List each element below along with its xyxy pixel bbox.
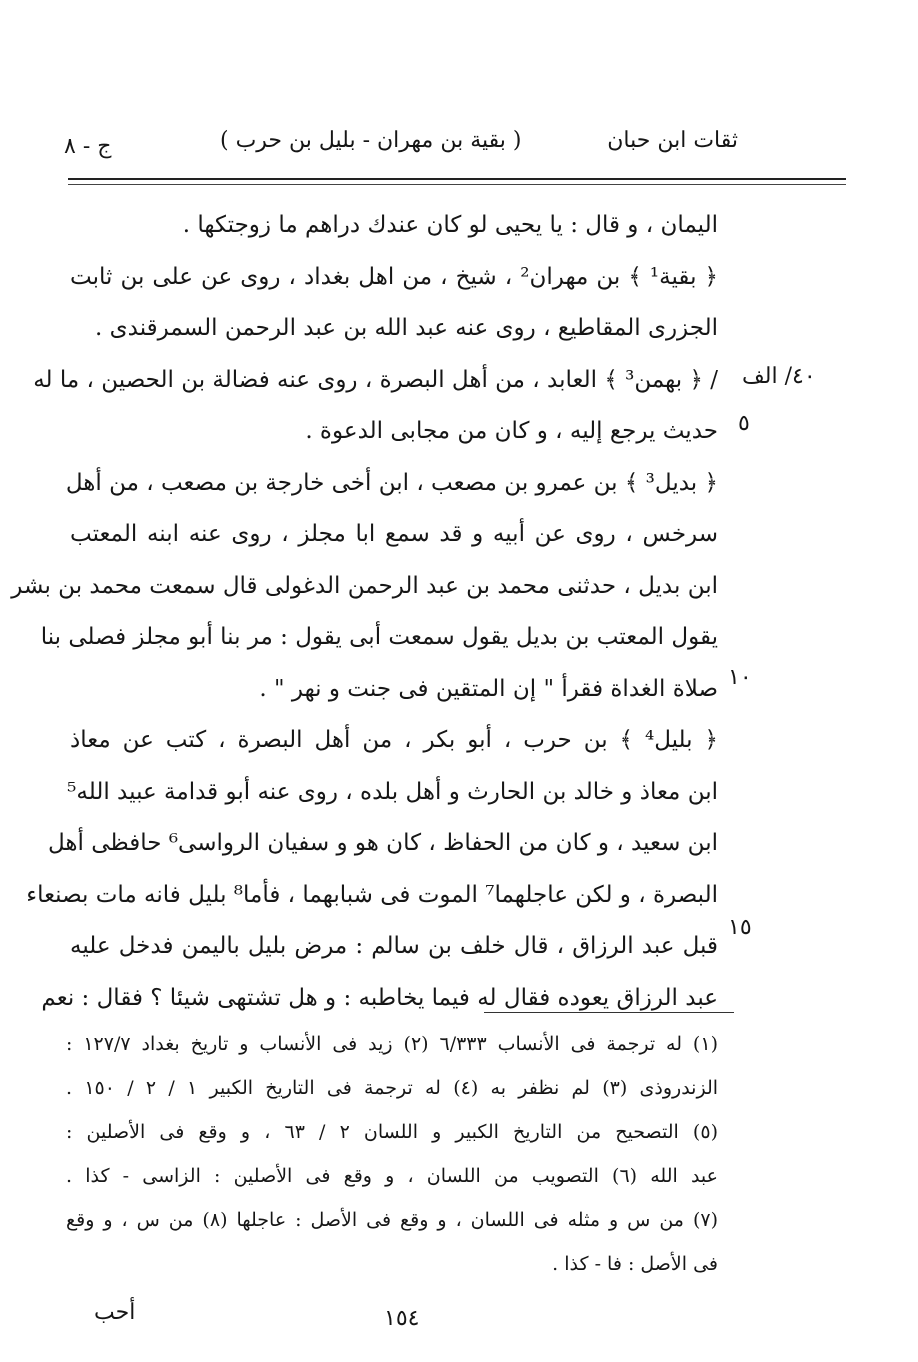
footnote-line: (٥) التصحيح من التاريخ الكبير و اللسان ٢ / ٦٣ ، و وقع فى الأصلين : <box>66 1121 718 1143</box>
text-line: عبد الرزاق يعوده فقال له فيما يخاطبه : و هل تشتهى شيئا ؟ فقال : نعم <box>41 984 718 1011</box>
text-line: حديث يرجع إليه ، و كان من مجابى الدعوة . <box>305 418 718 444</box>
footnote-line: (١) له ترجمة فى الأنساب ٦/٣٣٣ (٢) زيد فى الأنساب و تاريخ بغداد ١٢٧/٧ : <box>66 1033 718 1055</box>
running-title: ثقات ابن حبان <box>607 128 738 153</box>
text-line: ﴿ بديل³ ﴾ بن عمرو بن مصعب ، ابن أخى خارجة بن مصعب ، من أهل <box>65 469 718 496</box>
main-text <box>11 200 718 1024</box>
footnote-line: (٧) من س و مثله فى اللسان ، و وقع فى الأصل : عاجلها (٨) من س ، و وقع <box>66 1209 718 1231</box>
footnote-line: الزندروذى (٣) لم نظفر به (٤) له ترجمة فى التاريخ الكبير ١ / ٢ / ١٥٠ . <box>66 1077 719 1099</box>
text-line: اليمان ، و قال : يا يحيى لو كان عندك دراهم ما زوجتكها . <box>182 212 718 238</box>
footnote-line: عبد الله (٦) التصويب من اللسان ، و وقع فى الأصلين : الزاسى - كذا . <box>66 1165 718 1187</box>
text-line: قبل عبد الرزاق ، قال خلف بن سالم : مرض بليل باليمن فدخل عليه <box>70 933 718 959</box>
text-line: البصرة ، و لكن عاجلهما⁷ الموت فى شبابهما ، فأما⁸ بليل فانه مات بصنعاء <box>26 881 718 908</box>
header-rule-thin <box>68 184 846 185</box>
text-line: ابن سعيد ، و كان من الحفاظ ، كان هو و سفيان الرواسى⁶ حافظى أهل <box>47 830 718 856</box>
text-line: ابن بديل ، حدثنى محمد بن عبد الرحمن الدغولى قال سمعت محمد بن بشر <box>11 572 718 599</box>
text-line: ﴿ بليل⁴ ﴾ بن حرب ، أبو بكر ، من أهل البصرة ، كتب عن معاذ <box>70 727 718 753</box>
volume-number: ج - ٨ <box>64 134 112 159</box>
running-subtitle: ( بقية بن مهران - بليل بن حرب ) <box>220 128 522 153</box>
text-line: الجزرى المقاطيع ، روى عنه عبد الله بن عبد الرحمن السمرقندى . <box>95 315 718 341</box>
folio-note: ٤٠/ الف <box>742 364 816 389</box>
text-line: يقول المعتب بن بديل يقول سمعت أبى يقول : مر بنا أبو مجلز فصلى بنا <box>40 624 718 650</box>
text-line: ابن معاذ و خالد بن الحارث و أهل بلده ، روى عنه أبو قدامة عبيد الله⁵ <box>67 778 718 805</box>
text-line: صلاة الغداة فقرأ " إن المتقين فى جنت و نهر " . <box>259 675 718 702</box>
text-line: / ﴿ بهمن³ ﴾ العابد ، من أهل البصرة ، روى عنه فضالة بن الحصين ، ما له <box>33 366 718 393</box>
footnote-line: فى الأصل : فا - كذا . <box>552 1253 718 1275</box>
footnotes <box>66 1022 718 1286</box>
line-number-10: ١٠ <box>728 665 752 690</box>
signature-mark: أحب <box>94 1300 136 1325</box>
text-line: ﴿ بقية¹ ﴾ بن مهران² ، شيخ ، من اهل بغداد ، روى عن على بن ثابت <box>70 263 718 290</box>
text-line: سرخس ، روى عن أبيه و قد سمع ابا مجلز ، روى عنه ابنه المعتب <box>70 521 718 547</box>
page-number: ١٥٤ <box>384 1306 420 1331</box>
line-number-15: ١٥ <box>728 915 752 940</box>
header-rule <box>68 178 846 180</box>
footnote-rule <box>484 1012 734 1013</box>
line-number-5: ٥ <box>738 411 750 436</box>
